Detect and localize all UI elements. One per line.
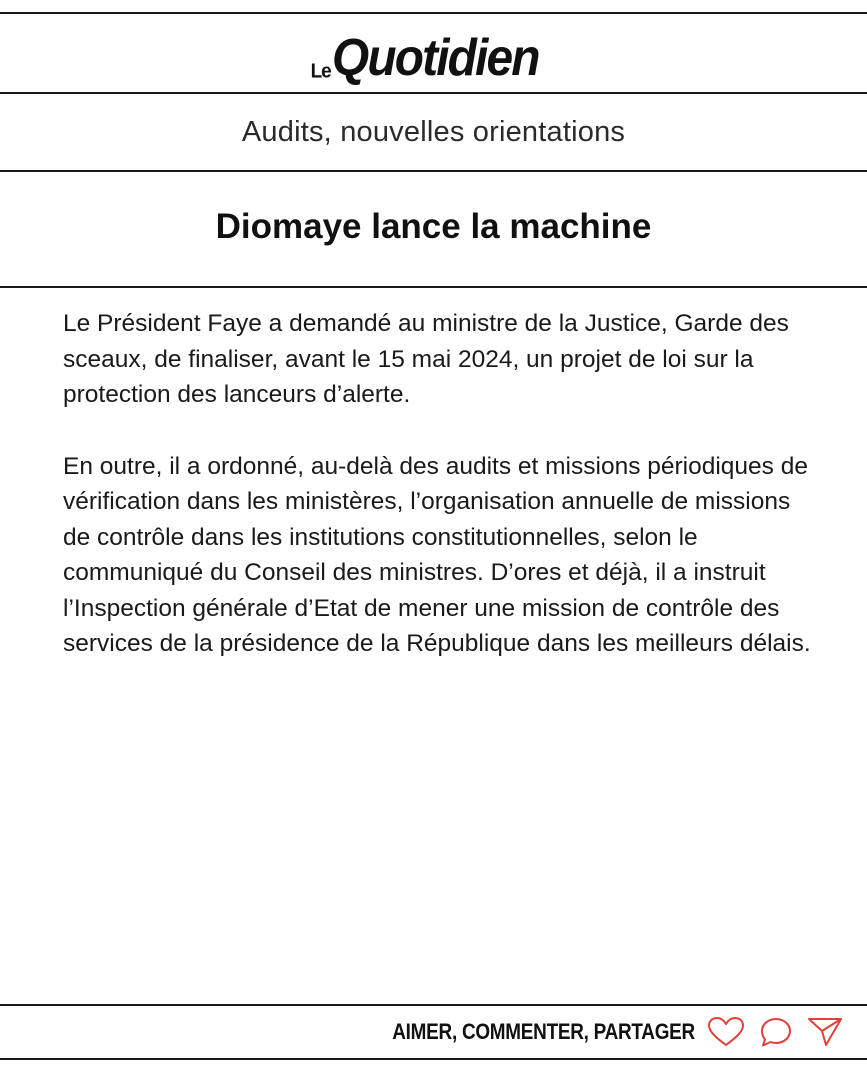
heart-icon[interactable] <box>707 1016 745 1048</box>
logo-name: Quotidien <box>331 29 539 87</box>
article-body <box>63 306 823 698</box>
action-icons <box>707 1016 843 1048</box>
kicker: Audits, nouvelles orientations <box>241 115 626 148</box>
logo <box>310 29 557 92</box>
share-icon[interactable] <box>807 1016 843 1048</box>
footer <box>0 1006 867 1058</box>
footer-bottom-rule <box>0 1058 867 1060</box>
masthead <box>0 14 867 92</box>
paragraph: Le Président Faye a demandé au ministre de la Justice, Garde des sceaux, de finaliser, avant le 15 mai 2024, un projet de loi sur la protection des lanceurs d’alerte. <box>63 310 789 408</box>
paragraph: En outre, il a ordonné, au-delà des audits et missions périodiques de vérification dans les ministères, l’organisation annuelle de missions de contrôle dans les institutions constitutionnelles, selon le communiqué du Conseil des ministres. D’ores et déjà, il a instruit l’Inspection générale d’Etat de mener une mission de contrôle des services de la présidence de la République dans les meilleurs délais. <box>63 452 811 657</box>
footer-cta: AIMER, COMMENTER, PARTAGER <box>392 1019 695 1044</box>
logo-prefix: Le <box>310 60 331 83</box>
headline: Diomaye lance la machine <box>215 207 652 246</box>
comment-icon[interactable] <box>759 1016 793 1048</box>
headline-rule <box>0 286 867 288</box>
